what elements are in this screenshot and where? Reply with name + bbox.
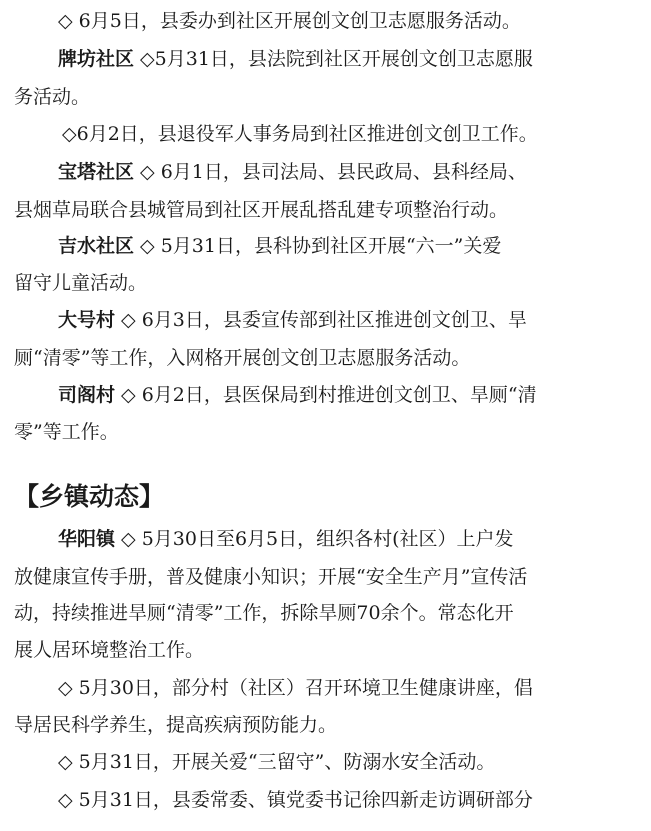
entry-line	[14, 197, 508, 223]
entry-text: 留守儿童活动。	[14, 272, 148, 294]
entry-text: ◇ 6月5日，县委办到社区开展创文创卫志愿服务活动。	[58, 10, 521, 32]
entry-line	[62, 121, 538, 147]
entry-line	[58, 675, 533, 701]
entry-text: ◇6月2日，县退役军人事务局到社区推进创文创卫工作。	[62, 123, 538, 145]
entry-text: ◇ 5月31日，县科协到社区开展“六一”关爱	[134, 235, 502, 257]
community-name: 牌坊社区	[58, 48, 135, 70]
entry-text: ◇ 5月30日至6月5日，组织各村(社区）上户发	[115, 528, 514, 550]
entry-line	[58, 307, 527, 333]
entry-line	[14, 637, 204, 663]
entry-line	[58, 382, 537, 408]
entry-line	[58, 46, 533, 72]
entry-line	[58, 159, 527, 185]
entry-text: 导居民科学养生，提高疾病预防能力。	[14, 714, 338, 736]
entry-text: ◇ 5月31日，县委常委、镇党委书记徐四新走访调研部分	[58, 789, 533, 811]
entry-text: ◇ 5月31日，开展关爱“三留守”、防溺水安全活动。	[58, 751, 496, 773]
entry-text: ◇5月31日，县法院到社区开展创文创卫志愿服	[134, 48, 533, 70]
community-name: 吉水社区	[58, 235, 135, 257]
entry-text: ◇ 5月30日，部分村（社区）召开环境卫生健康讲座，倡	[58, 677, 533, 699]
entry-text: 放健康宣传手册，普及健康小知识；开展“安全生产月”宣传活	[14, 566, 528, 588]
entry-text: ◇ 6月2日，县医保局到村推进创文创卫、旱厕“清	[115, 384, 537, 406]
entry-line	[58, 526, 514, 552]
entry-line	[58, 787, 533, 813]
entry-text: 县烟草局联合县城管局到社区开展乱搭乱建专项整治行动。	[14, 199, 509, 221]
entry-line	[14, 270, 147, 296]
village-name: 司阁村	[58, 384, 116, 406]
entry-text: 务活动。	[14, 86, 91, 108]
entry-line	[14, 84, 90, 110]
entry-line	[14, 712, 337, 738]
entry-text: 厕“清零”等工作，入网格开展创文创卫志愿服务活动。	[14, 347, 471, 369]
entry-line	[14, 564, 527, 590]
entry-text: 动，持续推进旱厕“清零”工作，拆除旱厕70余个。常态化开	[14, 602, 514, 624]
entry-line	[58, 749, 495, 775]
entry-text: 零”等工作。	[14, 421, 119, 443]
entry-text: 展人居环境整治工作。	[14, 639, 205, 661]
community-name: 宝塔社区	[58, 161, 135, 183]
village-name: 大号村	[58, 309, 116, 331]
town-name: 华阳镇	[58, 528, 116, 550]
entry-text: ◇ 6月1日，县司法局、县民政局、县科经局、	[134, 161, 527, 183]
entry-line	[58, 8, 521, 34]
entry-line	[14, 419, 119, 445]
entry-line	[14, 600, 514, 626]
entry-line	[14, 345, 470, 371]
section-heading: 【乡镇动态】	[14, 482, 165, 511]
entry-line	[58, 233, 501, 259]
entry-text: ◇ 6月3日，县委宣传部到社区推进创文创卫、旱	[115, 309, 527, 331]
